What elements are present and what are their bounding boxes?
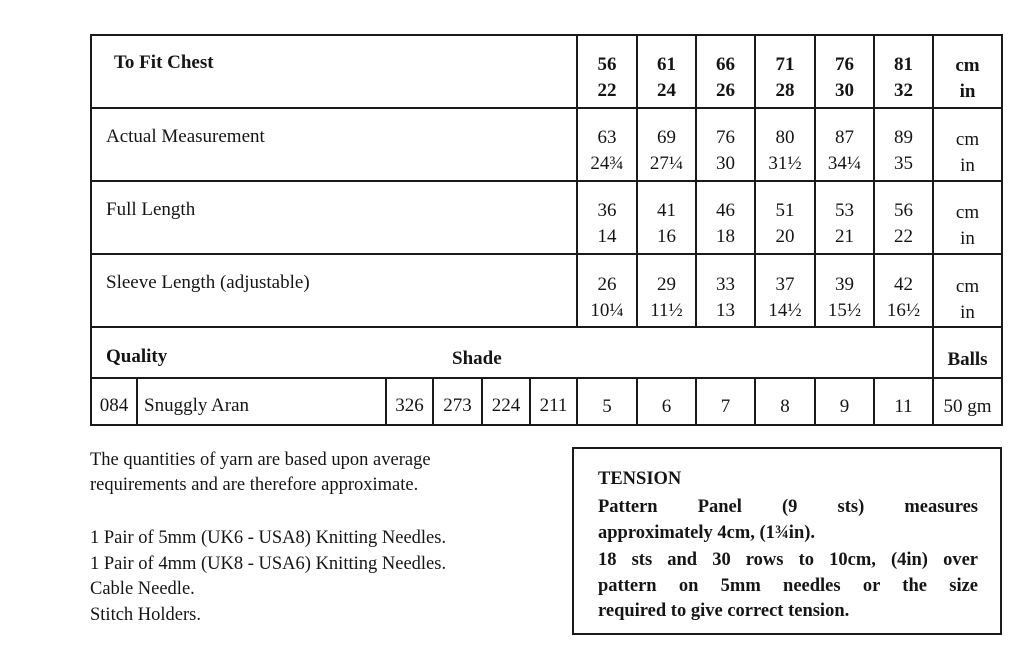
value-in: 24¾: [590, 153, 624, 174]
value-cm: 26: [597, 274, 617, 295]
value-cm: 53: [835, 200, 854, 221]
balls-count: 6: [661, 396, 672, 417]
quantities-note-line2: requirements and are therefore approximate.: [90, 475, 419, 495]
value-in: 34¼: [827, 153, 862, 174]
value-cm: 37: [775, 274, 795, 295]
value-in: 14½: [768, 300, 802, 321]
size-cm: 56: [597, 54, 617, 75]
value-in: 16: [657, 226, 676, 247]
size-cm: 66: [716, 54, 735, 75]
unit-cm: cm: [955, 202, 980, 223]
tension-line: pattern on 5mm needles or the size: [598, 576, 978, 596]
needles-4mm: 1 Pair of 4mm (UK8 - USA6) Knitting Needles.: [90, 554, 447, 574]
row-label: Full Length: [106, 199, 196, 220]
value-in: 16½: [886, 300, 921, 321]
shade-number: 326: [395, 395, 424, 416]
size-in: 24: [657, 80, 676, 101]
row-divider: [90, 377, 1003, 379]
size-cm: 61: [657, 54, 676, 75]
value-cm: 41: [657, 200, 676, 221]
tension-line: required to give correct tension.: [598, 601, 850, 621]
tension-box: [572, 447, 1002, 635]
value-in: 18: [716, 226, 735, 247]
unit-cm: cm: [955, 276, 980, 297]
value-in: 35: [894, 153, 913, 174]
value-in: 13: [716, 300, 735, 321]
balls-header: Balls: [947, 349, 988, 370]
value-in: 31½: [768, 153, 802, 174]
tension-title: TENSION: [598, 469, 682, 489]
table-border-bottom: [90, 424, 1003, 426]
unit-in: in: [960, 155, 975, 176]
row-divider: [90, 107, 1003, 109]
ball-weight: 50 gm: [943, 396, 992, 417]
stitch-holders: Stitch Holders.: [90, 605, 201, 625]
unit-in: in: [959, 81, 976, 102]
value-in: 14: [597, 226, 617, 247]
row-divider: [90, 253, 1003, 255]
size-in: 30: [835, 80, 854, 101]
unit-in: in: [960, 302, 975, 323]
row-label: Actual Measurement: [106, 126, 265, 147]
value-in: 30: [716, 153, 735, 174]
tension-line: approximately 4cm, (1¾in).: [598, 523, 816, 543]
unit-in: in: [960, 228, 975, 249]
tension-line: 18 sts and 30 rows to 10cm, (4in) over: [598, 550, 978, 570]
table-border-left: [90, 34, 92, 426]
balls-count: 5: [602, 396, 612, 417]
cable-needle: Cable Needle.: [90, 579, 195, 599]
value-in: 22: [894, 226, 913, 247]
row-divider: [90, 326, 1003, 328]
size-in: 32: [894, 80, 913, 101]
shade-number: 273: [443, 395, 472, 416]
value-in: 20: [775, 226, 795, 247]
size-in: 22: [597, 80, 617, 101]
value-cm: 63: [597, 127, 617, 148]
tension-line: Pattern Panel (9 sts) measures: [598, 497, 978, 517]
size-cm: 81: [894, 54, 913, 75]
yarn-code: 084: [99, 395, 129, 416]
balls-count: 11: [894, 396, 913, 417]
value-cm: 51: [775, 200, 795, 221]
value-cm: 42: [894, 274, 913, 295]
shade-header: Shade: [452, 348, 502, 369]
yarn-name: Snuggly Aran: [144, 395, 250, 416]
value-cm: 80: [775, 127, 795, 148]
value-in: 27¼: [649, 153, 684, 174]
value-in: 10¼: [590, 300, 624, 321]
size-in: 26: [716, 80, 735, 101]
col-divider: [136, 377, 138, 426]
value-in: 21: [835, 226, 854, 247]
needles-5mm: 1 Pair of 5mm (UK6 - USA8) Knitting Needles.: [90, 528, 447, 548]
shade-number: 211: [539, 395, 568, 416]
value-cm: 69: [657, 127, 676, 148]
size-cm: 76: [835, 54, 854, 75]
value-cm: 89: [894, 127, 913, 148]
value-cm: 29: [657, 274, 676, 295]
balls-count: 9: [839, 396, 850, 417]
value-cm: 76: [716, 127, 735, 148]
table-border-right: [1001, 34, 1003, 426]
quantities-note-line1: The quantities of yarn are based upon average: [90, 450, 431, 470]
value-cm: 33: [716, 274, 735, 295]
row-label: Sleeve Length (adjustable): [106, 272, 310, 293]
value-cm: 87: [835, 127, 854, 148]
shade-number: 224: [491, 395, 521, 416]
value-cm: 46: [716, 200, 735, 221]
value-cm: 36: [597, 200, 617, 221]
size-in: 28: [775, 80, 795, 101]
size-cm: 71: [775, 54, 795, 75]
value-cm: 39: [835, 274, 854, 295]
value-cm: 56: [894, 200, 913, 221]
unit-cm: cm: [955, 129, 980, 150]
value-in: 15½: [827, 300, 862, 321]
row-divider: [90, 180, 1003, 182]
to-fit-chest-label: To Fit Chest: [114, 52, 214, 73]
value-in: 11½: [650, 300, 683, 321]
balls-count: 7: [720, 396, 731, 417]
quality-header: Quality: [106, 346, 168, 367]
table-border-top: [90, 34, 1003, 36]
unit-cm: cm: [955, 55, 980, 76]
balls-count: 8: [780, 396, 790, 417]
